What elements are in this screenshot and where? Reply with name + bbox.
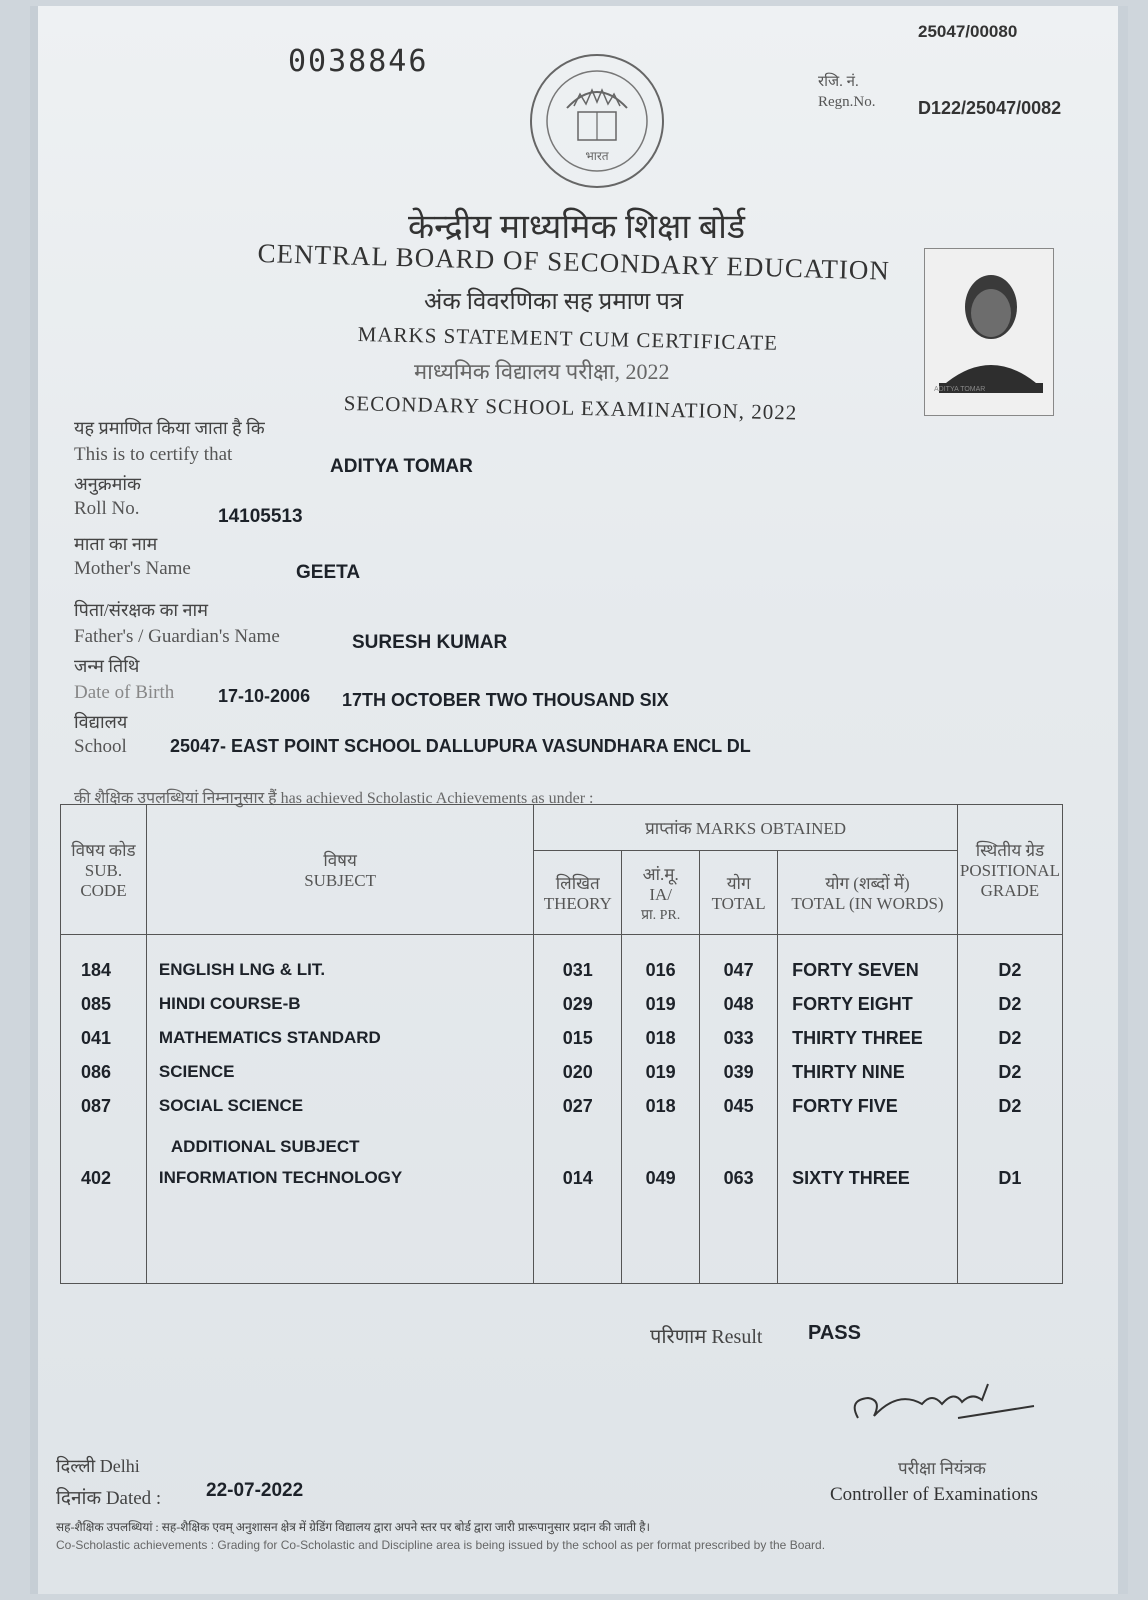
table-row-code: 086 bbox=[81, 1062, 112, 1082]
result-value: PASS bbox=[808, 1322, 861, 1344]
board-title-english: CENTRAL BOARD OF SECONDARY EDUCATION bbox=[257, 238, 891, 286]
table-row-total: 039 bbox=[723, 1062, 754, 1082]
spacer bbox=[61, 1123, 146, 1161]
exam-title-english: SECONDARY SCHOOL EXAMINATION, 2022 bbox=[343, 391, 798, 425]
table-row-code: 041 bbox=[81, 1028, 112, 1048]
header-theory bbox=[534, 851, 622, 935]
header-ia-pr: प्रा. PR. bbox=[641, 907, 681, 923]
table-row-subject: SOCIAL SCIENCE bbox=[158, 1096, 304, 1115]
table-row-ia: 018 bbox=[645, 1028, 676, 1048]
column-subjects bbox=[146, 935, 533, 1284]
table-row-words: SIXTY THREE bbox=[792, 1168, 910, 1188]
header-marks-obtained: प्राप्तांक MARKS OBTAINED bbox=[534, 805, 958, 851]
header-total-words bbox=[778, 851, 958, 935]
column-total bbox=[700, 935, 778, 1284]
table-row-subject: HINDI COURSE-B bbox=[158, 994, 301, 1013]
cbse-seal-logo bbox=[522, 46, 672, 196]
issue-date: 22-07-2022 bbox=[206, 1480, 304, 1501]
table-row-words: FORTY EIGHT bbox=[792, 994, 913, 1014]
school-label-hi: विद्यालय bbox=[74, 712, 128, 732]
table-row-code: 184 bbox=[81, 960, 112, 980]
header-code-en1: SUB. bbox=[84, 861, 123, 880]
header-theory-en: THEORY bbox=[543, 894, 612, 913]
spacer bbox=[534, 1123, 621, 1161]
header-code-en2: CODE bbox=[80, 881, 127, 900]
table-row-theory: 029 bbox=[562, 994, 593, 1014]
table-row-theory: 014 bbox=[562, 1168, 593, 1188]
mother-label-en: Mother's Name bbox=[74, 558, 191, 579]
header-ia-pr bbox=[622, 851, 700, 935]
table-row-total: 063 bbox=[723, 1168, 754, 1188]
table-row-grade: D2 bbox=[998, 1062, 1022, 1082]
controller-title-hi: परीक्षा नियंत्रक bbox=[898, 1459, 986, 1478]
spacer bbox=[700, 1123, 777, 1161]
table-row-words: FORTY FIVE bbox=[792, 1096, 898, 1116]
roll-label-en: Roll No. bbox=[74, 498, 140, 519]
table-row-grade: D2 bbox=[998, 1096, 1022, 1116]
spacer bbox=[622, 1123, 699, 1161]
certificate-sheet bbox=[30, 6, 1128, 1594]
header-total-hi: योग bbox=[726, 874, 751, 893]
additional-subject-heading: ADDITIONAL SUBJECT bbox=[170, 1137, 360, 1156]
table-row-code: 085 bbox=[81, 994, 112, 1014]
table-row-ia: 019 bbox=[645, 1062, 676, 1082]
regn-label bbox=[818, 72, 876, 112]
table-row-subject: INFORMATION TECHNOLOGY bbox=[158, 1168, 403, 1187]
header-subject bbox=[146, 805, 533, 935]
header-subject-hi: विषय bbox=[323, 851, 357, 870]
top-reference: 25047/00080 bbox=[918, 22, 1018, 41]
achievements-intro: की शैक्षिक उपलब्धियां निम्नानुसार हैं has achieved Scholastic Achievements as under : bbox=[74, 790, 594, 807]
header-grade-hi: स्थितीय ग्रेड bbox=[975, 841, 1045, 860]
table-row-subject: ENGLISH LNG & LIT. bbox=[158, 960, 326, 979]
certify-label-en: This is to certify that bbox=[74, 444, 233, 465]
header-ia-hi: आं.मू. bbox=[642, 864, 679, 884]
table-row-subject: MATHEMATICS STANDARD bbox=[158, 1028, 381, 1047]
father-label-en: Father's / Guardian's Name bbox=[74, 626, 280, 647]
dated-label: दिनांक Dated : bbox=[56, 1488, 162, 1509]
table-row-code: 087 bbox=[81, 1096, 112, 1116]
table-row-theory: 015 bbox=[562, 1028, 593, 1048]
column-grade bbox=[957, 935, 1062, 1284]
document-title-hindi: अंक विवरणिका सह प्रमाण पत्र bbox=[424, 289, 684, 315]
header-grade-en1: POSITIONAL bbox=[959, 861, 1060, 880]
dob-label-hi: जन्म तिथि bbox=[74, 656, 140, 676]
controller-title-en: Controller of Examinations bbox=[830, 1484, 1038, 1505]
table-row-words: THIRTY NINE bbox=[792, 1062, 905, 1082]
table-row-total: 048 bbox=[723, 994, 754, 1014]
footer-note-english: Co-Scholastic achievements : Grading for Co-Scholastic and Discipline area is being issued by the school as per format prescribed by the Board. bbox=[56, 1538, 826, 1552]
school-label-en: School bbox=[74, 736, 127, 757]
regn-label-en: Regn.No. bbox=[818, 94, 876, 110]
column-total-words bbox=[778, 935, 958, 1284]
spacer bbox=[778, 1123, 957, 1161]
table-row-theory: 027 bbox=[562, 1096, 593, 1116]
dob-label-en: Date of Birth bbox=[74, 682, 175, 703]
column-theory bbox=[534, 935, 622, 1284]
column-codes bbox=[61, 935, 147, 1284]
header-grade-en2: GRADE bbox=[980, 881, 1040, 900]
table-row-ia: 049 bbox=[645, 1168, 676, 1188]
table-row-words: THIRTY THREE bbox=[792, 1028, 923, 1048]
regn-number: D122/25047/0082 bbox=[918, 98, 1062, 118]
father-label-hi: पिता/संरक्षक का नाम bbox=[74, 600, 208, 620]
footer-note-hindi: सह-शैक्षिक उपलब्धियां : सह-शैक्षिक एवम् अनुशासन क्षेत्र में ग्रेडिंग विद्यालय द्वारा अपने स्तर पर बोर्ड द्वारा जारी प्रारूपानुसार प्रदान की जाती है। bbox=[56, 1520, 651, 1534]
dob-words: 17TH OCTOBER TWO THOUSAND SIX bbox=[342, 690, 669, 710]
table-row-ia: 016 bbox=[645, 960, 676, 980]
column-ia bbox=[622, 935, 700, 1284]
serial-number: 0038846 bbox=[288, 44, 429, 79]
school-name: 25047- EAST POINT SCHOOL DALLUPURA VASUNDHARA ENCL DL bbox=[170, 736, 751, 756]
table-row-total: 045 bbox=[723, 1096, 754, 1116]
table-row-ia: 018 bbox=[645, 1096, 676, 1116]
header-ia-en: IA/ bbox=[649, 884, 673, 904]
place-label: दिल्ली Delhi bbox=[56, 1456, 140, 1476]
father-name: SURESH KUMAR bbox=[352, 632, 508, 653]
mother-label-hi: माता का नाम bbox=[74, 534, 158, 554]
header-code-hi: विषय कोड bbox=[71, 841, 136, 860]
table-row-theory: 020 bbox=[562, 1062, 593, 1082]
table-row-words: FORTY SEVEN bbox=[792, 960, 919, 980]
header-total bbox=[700, 851, 778, 935]
regn-label-hi: रजि. नं. bbox=[818, 74, 859, 90]
table-row-ia: 019 bbox=[645, 994, 676, 1014]
header-words-hi: योग (शब्दों में) bbox=[825, 874, 910, 893]
table-row-grade: D2 bbox=[998, 960, 1022, 980]
table-row-grade: D2 bbox=[998, 1028, 1022, 1048]
header-sub-code bbox=[61, 805, 147, 935]
roll-label-hi: अनुक्रमांक bbox=[74, 474, 141, 494]
header-theory-hi: लिखित bbox=[555, 874, 600, 893]
dob-value: 17-10-2006 bbox=[218, 686, 311, 706]
student-name: ADITYA TOMAR bbox=[330, 456, 473, 477]
header-subject-en: SUBJECT bbox=[304, 871, 376, 890]
table-row-theory: 031 bbox=[562, 960, 593, 980]
table-row-grade: D1 bbox=[998, 1168, 1022, 1188]
table-row-code: 402 bbox=[81, 1168, 112, 1188]
spacer bbox=[958, 1123, 1062, 1161]
table-row-total: 033 bbox=[723, 1028, 754, 1048]
photo-caption: ADITYA TOMAR bbox=[934, 386, 986, 393]
header-words-en: TOTAL (IN WORDS) bbox=[791, 894, 944, 913]
certify-label-hi: यह प्रमाणित किया जाता है कि bbox=[74, 418, 265, 438]
logo-text: भारत bbox=[585, 149, 609, 163]
controller-signature bbox=[838, 1370, 1038, 1430]
table-row-total: 047 bbox=[723, 960, 754, 980]
table-row-subject: SCIENCE bbox=[158, 1062, 235, 1081]
exam-title-hindi: माध्यमिक विद्यालय परीक्षा, 2022 bbox=[414, 359, 670, 384]
document-title-english: MARKS STATEMENT CUM CERTIFICATE bbox=[357, 322, 779, 355]
mother-name: GEETA bbox=[296, 562, 361, 583]
header-total-en: TOTAL bbox=[711, 894, 766, 913]
result-label: परिणाम Result bbox=[650, 1326, 763, 1348]
roll-number: 14105513 bbox=[218, 506, 303, 527]
marks-table bbox=[60, 804, 1063, 1284]
table-row-grade: D2 bbox=[998, 994, 1022, 1014]
header-positional-grade bbox=[957, 805, 1062, 935]
board-title-hindi: केन्द्रीय माध्यमिक शिक्षा बोर्ड bbox=[408, 209, 746, 246]
